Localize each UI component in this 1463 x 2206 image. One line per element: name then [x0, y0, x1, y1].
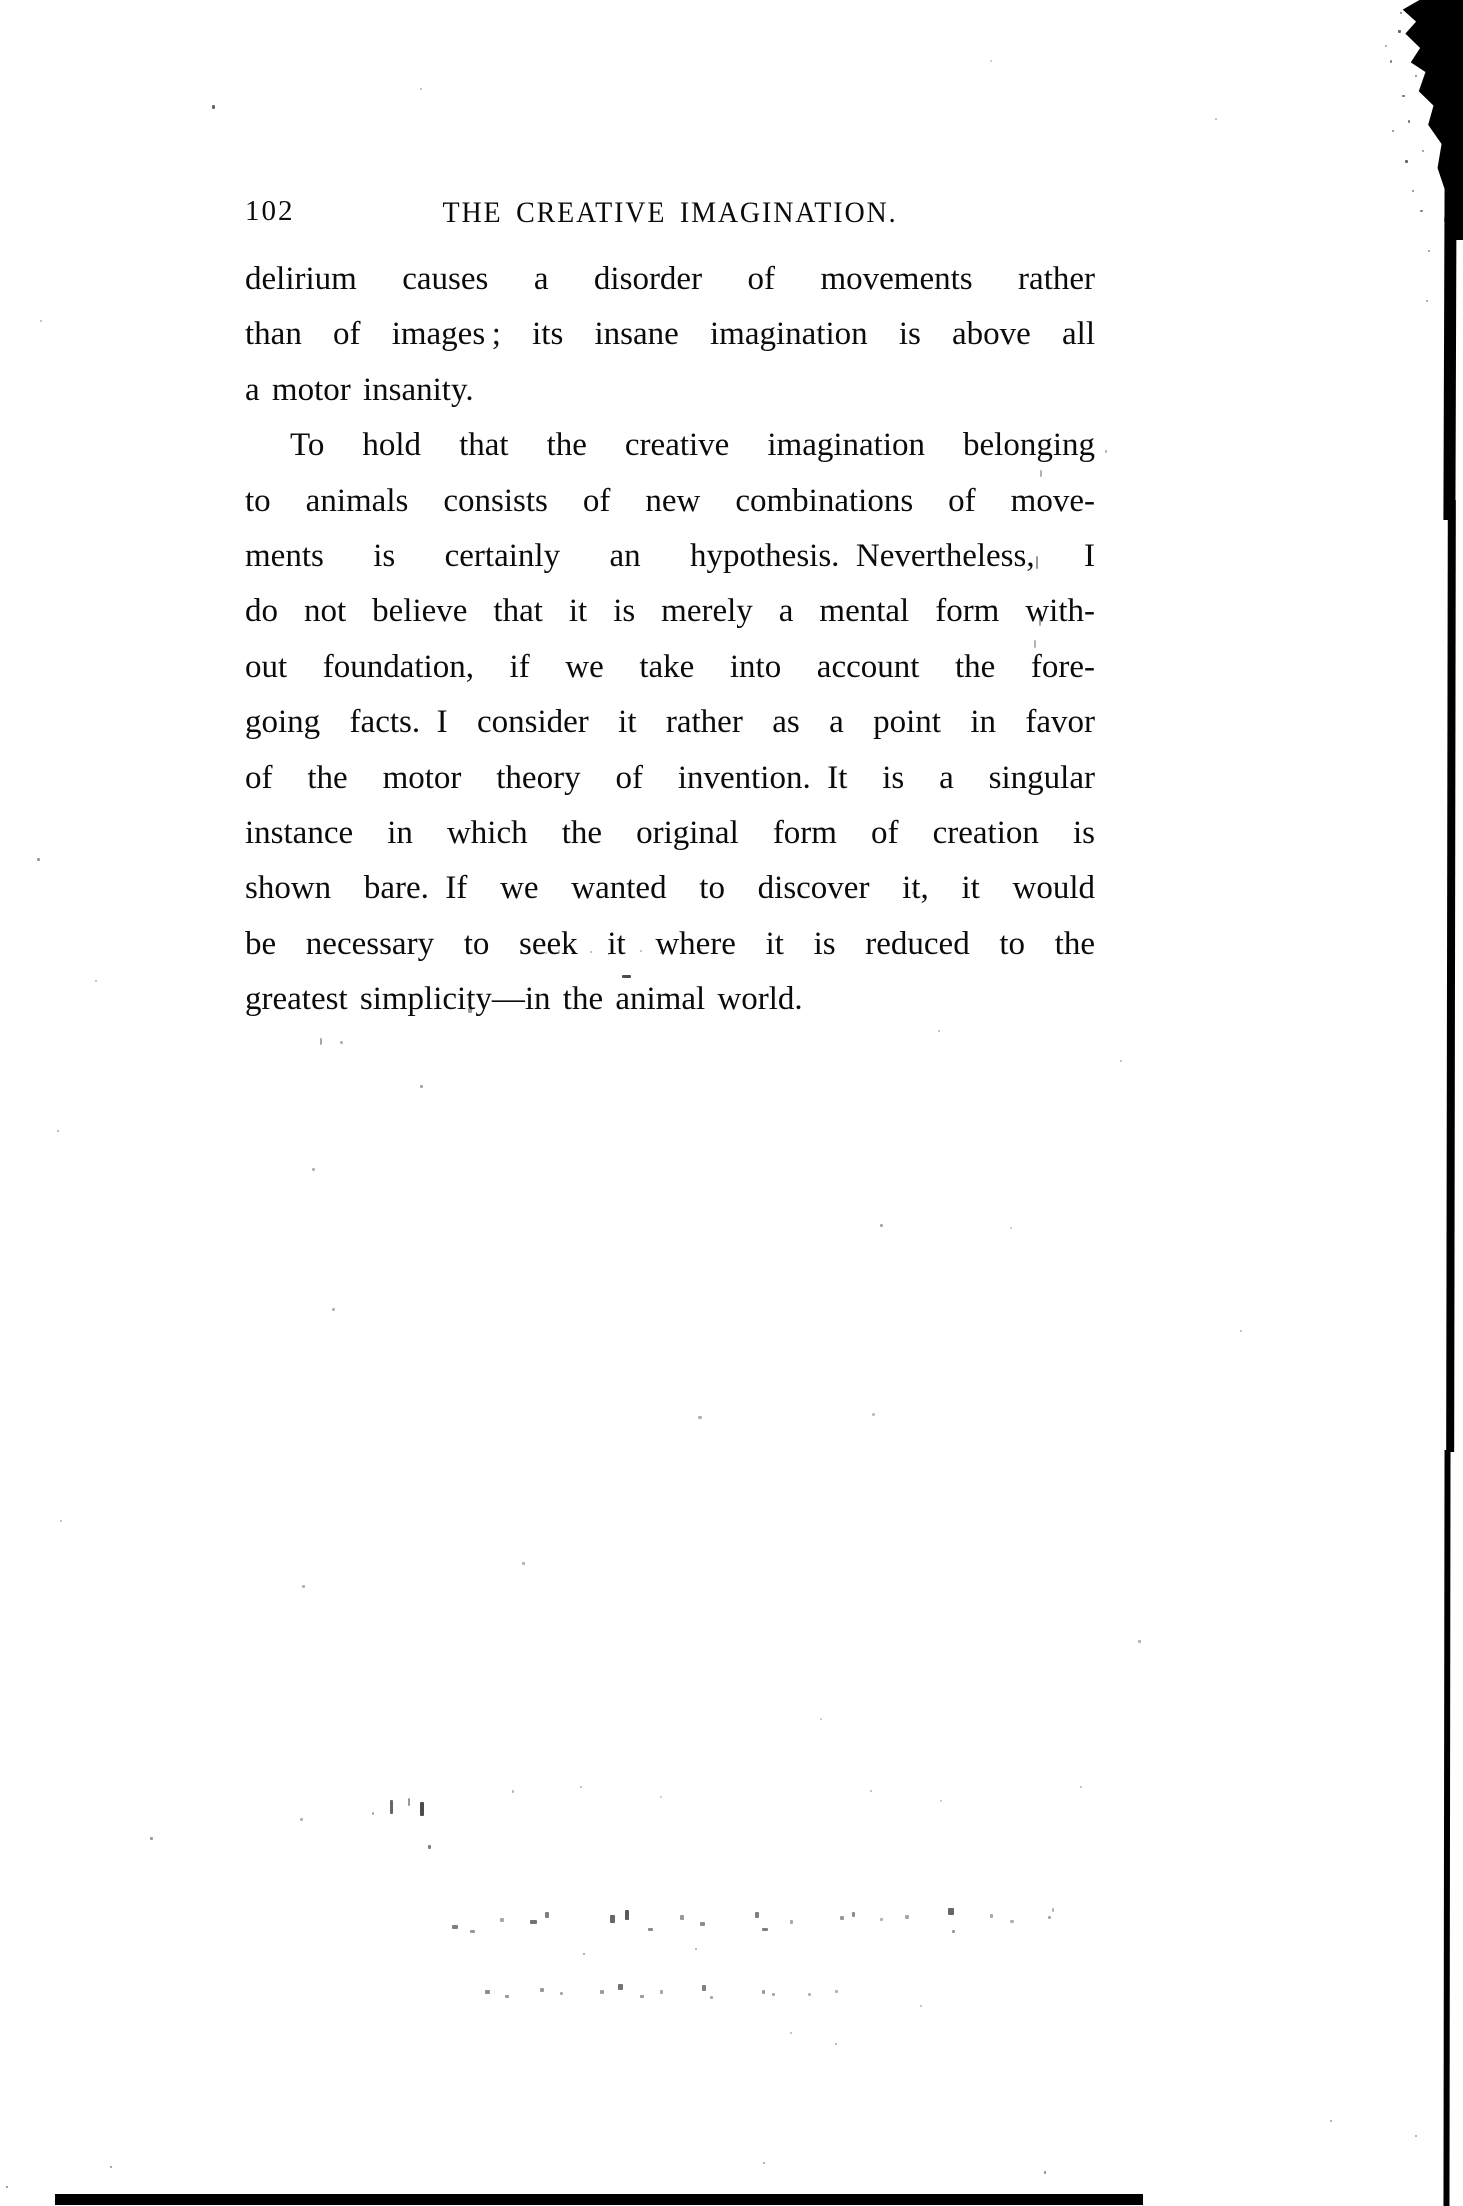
text-line-content: greatest simplicity—in the animal world. [245, 981, 803, 1018]
noise-speck [1010, 1920, 1014, 1923]
text-line-content: ments is certainly an hypothesis. Nevertheless, I [245, 537, 1095, 574]
noise-speck [1385, 45, 1387, 47]
noise-speck [1138, 1640, 1141, 1643]
noise-speck [905, 1915, 909, 1919]
noise-speck [312, 1168, 315, 1171]
noise-speck [420, 1085, 423, 1088]
scan-artifact-bottom-bar [55, 2194, 1143, 2205]
noise-speck [1412, 190, 1414, 192]
noise-speck [952, 1930, 955, 1933]
noise-speck [302, 1585, 305, 1588]
noise-speck [880, 1918, 883, 1921]
scan-artifact-right-edge-line [1443, 1450, 1450, 2206]
noise-speck [560, 1992, 563, 1995]
noise-speck [60, 1520, 62, 1522]
noise-speck [700, 1922, 705, 1926]
noise-speck [485, 1990, 490, 1994]
text-line [245, 307, 1095, 362]
noise-speck [710, 1996, 713, 1999]
noise-speck [1398, 30, 1401, 33]
noise-speck [1415, 75, 1417, 77]
noise-speck [755, 1912, 759, 1918]
noise-speck [420, 1802, 424, 1816]
noise-speck [408, 1798, 410, 1806]
noise-speck [772, 1993, 775, 1996]
noise-speck [695, 1948, 697, 1950]
noise-speck [625, 1910, 629, 1920]
text-line-content: of the motor theory of invention. It is a singular [245, 759, 1095, 796]
noise-speck [1052, 1908, 1054, 1912]
text-line-content: To hold that the creative imagination belonging [290, 427, 1095, 464]
noise-speck [912, 892, 914, 894]
noise-speck [545, 1912, 549, 1918]
noise-speck [1426, 300, 1428, 302]
page-header [245, 192, 1095, 234]
noise-speck [150, 1837, 153, 1840]
text-line [245, 418, 1095, 473]
noise-speck [702, 1985, 706, 1991]
noise-speck [1034, 640, 1036, 648]
text-line-content: going facts. I consider it rather as a point in favor [245, 704, 1095, 741]
noise-speck [990, 1914, 993, 1918]
page-number: 102 [245, 195, 295, 227]
text-line-content: delirium causes a disorder of movements rather [245, 261, 1095, 297]
noise-speck [618, 1984, 623, 1990]
text-line [245, 252, 1095, 307]
noise-speck [1408, 120, 1410, 123]
noise-speck [1400, 12, 1402, 14]
text-line-content: out foundation, if we take into account the fore- [245, 648, 1095, 685]
noise-speck [428, 1845, 431, 1849]
noise-speck [332, 1308, 335, 1311]
text-line [245, 474, 1095, 529]
text-line [245, 972, 1095, 1027]
noise-speck [808, 1993, 811, 1996]
noise-speck [938, 1030, 940, 1032]
noise-speck [872, 1413, 875, 1416]
noise-speck [420, 88, 422, 90]
noise-speck [1405, 160, 1408, 163]
noise-speck [558, 950, 560, 952]
noise-speck [1330, 2120, 1332, 2122]
noise-speck [920, 2005, 922, 2007]
noise-speck [622, 975, 631, 978]
scan-artifact-right-edge-line [1446, 500, 1456, 1452]
noise-speck [522, 1562, 525, 1565]
noise-speck [1422, 150, 1424, 152]
running-header: THE CREATIVE IMAGINATION. [442, 196, 898, 229]
noise-speck [580, 1786, 582, 1788]
noise-speck [835, 1990, 838, 1993]
noise-speck [1105, 450, 1107, 453]
text-line-content: to animals consists of new combinations of move- [245, 482, 1095, 519]
noise-speck [212, 105, 215, 109]
text-line [245, 640, 1095, 695]
noise-speck [790, 1920, 793, 1924]
noise-speck [660, 1990, 663, 1994]
text-line-content: shown bare. If we wanted to discover it, it would [245, 870, 1095, 907]
noise-speck [320, 1038, 322, 1045]
noise-speck [852, 1912, 855, 1917]
noise-speck [1390, 60, 1392, 63]
noise-speck [372, 1812, 374, 1815]
noise-speck [572, 952, 574, 954]
noise-speck [700, 948, 702, 950]
text-line [245, 363, 1095, 418]
noise-speck [940, 1800, 942, 1802]
text-line-content: a motor insanity. [245, 371, 474, 408]
noise-speck [835, 2043, 837, 2045]
noise-speck [340, 1041, 343, 1044]
noise-speck [1402, 95, 1405, 97]
text-line-content: be necessary to seek it where it is reduced to the [245, 925, 1095, 962]
noise-speck [820, 1718, 822, 1720]
noise-speck [1120, 1060, 1122, 1062]
noise-speck [1392, 130, 1394, 132]
noise-speck [1044, 2171, 1046, 2174]
noise-speck [1010, 1227, 1012, 1229]
noise-speck [390, 1800, 393, 1814]
text-line-content: do not believe that it is merely a mental form with- [245, 593, 1095, 630]
noise-speck [545, 952, 547, 954]
noise-speck [1420, 210, 1423, 212]
noise-speck [948, 1908, 954, 1915]
text-line [245, 806, 1095, 861]
noise-speck [1040, 470, 1042, 477]
text-line [245, 861, 1095, 916]
noise-speck [763, 2162, 765, 2164]
noise-speck [600, 1990, 604, 1994]
noise-speck [608, 953, 610, 955]
noise-speck [530, 1920, 537, 1924]
noise-speck [990, 60, 992, 62]
noise-speck [762, 1928, 768, 1931]
text-line [245, 751, 1095, 806]
noise-speck [840, 1916, 844, 1920]
noise-speck [1080, 1786, 1082, 1788]
noise-speck [110, 2166, 112, 2168]
noise-speck [1240, 1330, 1242, 1332]
noise-speck [660, 1796, 662, 1798]
noise-speck [40, 320, 42, 322]
noise-speck [1415, 2135, 1417, 2137]
noise-speck [95, 980, 97, 982]
noise-speck [1048, 1916, 1051, 1919]
body-text-block [245, 252, 1095, 1027]
noise-speck [470, 1930, 475, 1933]
noise-speck [680, 1915, 684, 1920]
noise-speck [468, 1008, 472, 1013]
noise-speck [512, 1790, 514, 1793]
noise-speck [300, 1818, 303, 1821]
noise-speck [880, 1224, 883, 1227]
noise-speck [1215, 118, 1217, 120]
noise-speck [590, 951, 592, 953]
noise-speck [37, 858, 40, 861]
noise-speck [1039, 610, 1041, 626]
noise-speck [870, 1790, 872, 1792]
noise-speck [698, 1416, 702, 1419]
noise-speck [640, 950, 642, 952]
noise-speck [1428, 250, 1430, 252]
noise-speck [762, 1990, 765, 1994]
scan-artifact-right-edge-line [1443, 178, 1456, 520]
noise-speck [660, 952, 662, 954]
noise-speck [505, 1995, 509, 1998]
noise-speck [500, 1918, 504, 1922]
text-line [245, 695, 1095, 750]
noise-speck [640, 1995, 644, 1998]
text-line-content: than of images ; its insane imagination is above all [245, 316, 1095, 353]
noise-speck [648, 1928, 653, 1931]
noise-speck [540, 1988, 544, 1992]
text-line-content: instance in which the original form of creation is [245, 814, 1095, 851]
text-line [245, 584, 1095, 639]
noise-speck [57, 1130, 59, 1132]
noise-speck [452, 1925, 458, 1929]
text-line [245, 917, 1095, 972]
noise-speck [583, 1953, 585, 1955]
noise-speck [790, 2032, 792, 2034]
text-line [245, 529, 1095, 584]
noise-speck [610, 1915, 615, 1923]
noise-speck [6, 2186, 8, 2188]
noise-speck [1036, 556, 1038, 569]
